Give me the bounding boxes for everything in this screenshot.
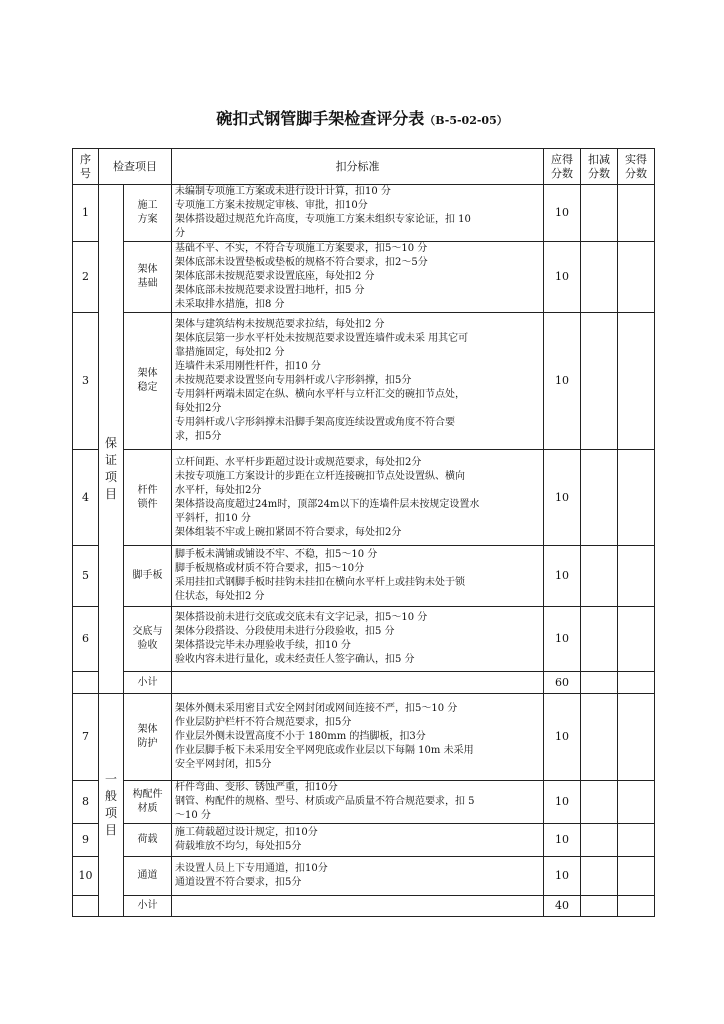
row-actual-score[interactable] — [618, 896, 655, 917]
criteria-line: 作业层脚手板下未采用安全平网兜底或作业层以下每隔 10m 未采用 — [175, 745, 474, 756]
criteria-line: 求，扣5分 — [175, 431, 222, 442]
row-seq: 2 — [73, 242, 99, 313]
row-criteria — [172, 694, 544, 781]
row-should-score: 10 — [544, 450, 581, 546]
item-line: 架体 — [137, 724, 158, 735]
item-line: 构配件 — [132, 789, 163, 800]
header-deduct-score: 扣减 分数 — [581, 149, 618, 185]
row-item — [124, 896, 172, 917]
row-item — [124, 242, 172, 313]
row-criteria — [172, 242, 544, 313]
criteria-line: 脚手板未满铺或铺设不牢、不稳，扣5～10 分 — [175, 549, 378, 560]
criteria-line: 架体搭设完毕未办理验收手续，扣10 分 — [175, 640, 351, 651]
criteria-line: 水平杆，每处扣2分 — [175, 484, 262, 496]
row-deduct-score[interactable] — [581, 546, 618, 607]
criteria-line: 平斜杆，扣10 分 — [175, 512, 251, 524]
row-seq: 3 — [73, 313, 99, 450]
header-item: 检查项目 — [99, 149, 172, 185]
criteria-line: 作业层防护栏杆不符合规范要求，扣5分 — [175, 717, 352, 728]
criteria-line: 住状态，每处扣2 分 — [175, 591, 265, 602]
row-seq — [73, 896, 99, 917]
header-criteria: 扣分标准 — [172, 149, 544, 185]
criteria-line: 架体分段搭设、分段使用未进行分段验收，扣5 分 — [175, 626, 395, 637]
row-actual-score[interactable] — [618, 242, 655, 313]
row-deduct-score[interactable] — [581, 185, 618, 242]
criteria-line: 未编制专项施工方案或未进行设计计算，扣10 分 — [175, 186, 391, 197]
row-seq — [73, 672, 99, 694]
item-line: 施工 — [137, 200, 158, 211]
row-should-score: 10 — [544, 546, 581, 607]
table-row — [73, 607, 655, 672]
row-seq: 5 — [73, 546, 99, 607]
criteria-line: 架体与建筑结构未按规范要求拉结，每处扣2 分 — [175, 319, 385, 330]
criteria-line: 架体搭设前未进行交底或交底未有文字记录，扣5～10 分 — [175, 612, 428, 623]
row-actual-score[interactable] — [618, 781, 655, 824]
criteria-line: 分 — [175, 228, 185, 239]
subtotal-row — [73, 672, 655, 694]
row-item — [124, 450, 172, 546]
group-char: 保 — [104, 436, 117, 450]
item-line: 锁件 — [137, 498, 158, 510]
criteria-line: 立杆间距、水平杆步距超过设计或规范要求，每处扣2分 — [175, 456, 422, 468]
item-line: 验收 — [137, 640, 158, 651]
item-line: 防护 — [137, 738, 158, 749]
row-seq: 9 — [73, 824, 99, 857]
criteria-line: 架体搭设超过规范允许高度，专项施工方案未组织专家论证，扣 10 — [175, 214, 471, 225]
table-row — [73, 781, 655, 824]
row-item — [124, 857, 172, 896]
group-general-label — [99, 694, 124, 917]
row-deduct-score[interactable] — [581, 450, 618, 546]
criteria-line: 架体搭设高度超过24m时，顶部24m以下的连墙件层未按规定设置水 — [175, 498, 480, 510]
row-actual-score[interactable] — [618, 185, 655, 242]
group-char: 一 — [104, 772, 117, 786]
item-line: 脚手板 — [132, 570, 163, 581]
group-char: 项 — [104, 806, 117, 820]
item-line: 方案 — [137, 214, 158, 225]
criteria-line: 安全平网封闭，扣5分 — [175, 759, 272, 770]
item-line: 稳定 — [137, 382, 158, 393]
item-line: 材质 — [137, 803, 158, 814]
table-row — [73, 824, 655, 857]
table-row — [73, 313, 655, 450]
row-item — [124, 694, 172, 781]
criteria-line: 架体底层第一步水平杆处未按规范要求设置连墙件或未采 用其它可 — [175, 333, 469, 344]
row-seq: 8 — [73, 781, 99, 824]
criteria-line: 作业层外侧未设置高度不小于 180mm 的挡脚板，扣3分 — [175, 731, 426, 742]
criteria-line: 脚手板规格或材质不符合要求，扣5～10分 — [175, 563, 365, 574]
table-row — [73, 857, 655, 896]
table-row — [73, 242, 655, 313]
criteria-line: 钢管、构配件的规格、型号、材质或产品质量不符合规范要求，扣 5 — [175, 796, 475, 807]
criteria-line: 基础不平、不实，不符合专项施工方案要求，扣5～10 分 — [175, 243, 428, 254]
row-deduct-score[interactable] — [581, 896, 618, 917]
table-row — [73, 546, 655, 607]
row-deduct-score[interactable] — [581, 694, 618, 781]
criteria-line: 架体外侧未采用密目式安全网封闭或网间连接不严，扣5～10 分 — [175, 703, 458, 714]
row-item — [124, 672, 172, 694]
row-deduct-score[interactable] — [581, 824, 618, 857]
row-should-score: 60 — [544, 672, 581, 694]
criteria-line: 荷载堆放不均匀，每处扣5分 — [175, 841, 302, 852]
criteria-line: 连墙件未采用刚性杆件，扣10 分 — [175, 361, 321, 372]
row-actual-score[interactable] — [618, 857, 655, 896]
item-line: 架体 — [137, 368, 158, 379]
criteria-line: 每处扣2分 — [175, 403, 222, 414]
item-line: 小计 — [137, 900, 158, 911]
criteria-line: 专用斜杆两端未固定在纵、横向水平杆与立杆汇交的碗扣节点处， — [175, 389, 465, 400]
row-criteria — [172, 857, 544, 896]
table-row — [73, 450, 655, 546]
criteria-line: 未设置人员上下专用通道，扣10分 — [175, 863, 328, 874]
row-criteria — [172, 450, 544, 546]
row-item — [124, 781, 172, 824]
row-seq: 6 — [73, 607, 99, 672]
header-row — [73, 149, 655, 185]
item-line: 荷载 — [137, 834, 158, 845]
row-should-score: 10 — [544, 185, 581, 242]
row-criteria — [172, 672, 544, 694]
row-actual-score[interactable] — [618, 607, 655, 672]
row-deduct-score[interactable] — [581, 672, 618, 694]
criteria-line: 施工荷载超过设计规定，扣10分 — [175, 827, 318, 838]
row-should-score: 10 — [544, 824, 581, 857]
criteria-line: 采用挂扣式钢脚手板时挂钩未挂扣在横向水平杆上或挂钩未处于锁 — [175, 577, 465, 588]
item-line: 小计 — [137, 676, 158, 688]
table-row — [73, 185, 655, 242]
row-actual-score[interactable] — [618, 313, 655, 450]
row-seq: 10 — [73, 857, 99, 896]
row-should-score: 10 — [544, 607, 581, 672]
row-actual-score[interactable] — [618, 450, 655, 546]
criteria-line: 架体底部未设置垫板或垫板的规格不符合要求，扣2～5分 — [175, 257, 428, 268]
title-text: 碗扣式钢管脚手架检查评分表 — [216, 109, 425, 128]
criteria-line: 通道设置不符合要求，扣5分 — [175, 877, 302, 888]
group-char: 般 — [104, 789, 117, 803]
row-actual-score[interactable] — [618, 824, 655, 857]
criteria-line: 架体组装不牢或上碗扣紧固不符合要求，每处扣2分 — [175, 526, 402, 538]
criteria-line: 架体底部未按规范要求设置扫地杆，扣5 分 — [175, 285, 365, 296]
criteria-line: 杆件弯曲、变形、锈蚀严重，扣10分 — [175, 782, 338, 793]
criteria-line: 专项施工方案未按规定审核、审批，扣10分 — [175, 200, 368, 211]
row-deduct-score[interactable] — [581, 607, 618, 672]
row-should-score: 10 — [544, 242, 581, 313]
header-actual-score: 实得 分数 — [618, 149, 655, 185]
item-line: 架体 — [137, 264, 158, 275]
row-criteria — [172, 185, 544, 242]
row-actual-score[interactable] — [618, 694, 655, 781]
criteria-line: 未按规范要求设置竖向专用斜杆或八字形斜撑，扣5分 — [175, 375, 412, 386]
group-char: 证 — [104, 453, 117, 467]
row-deduct-score[interactable] — [581, 242, 618, 313]
header-seq: 序 号 — [73, 149, 99, 185]
row-criteria — [172, 781, 544, 824]
item-line: 通道 — [137, 870, 158, 881]
group-char: 项 — [104, 470, 117, 484]
subtotal-row — [73, 896, 655, 917]
row-should-score: 10 — [544, 313, 581, 450]
item-line: 杆件 — [137, 484, 158, 496]
header-should-score: 应得 分数 — [544, 149, 581, 185]
row-actual-score[interactable] — [618, 546, 655, 607]
row-seq: 1 — [73, 185, 99, 242]
row-deduct-score[interactable] — [581, 857, 618, 896]
row-should-score: 10 — [544, 857, 581, 896]
row-should-score: 10 — [544, 781, 581, 824]
item-line: 基础 — [137, 278, 158, 289]
criteria-line: 架体底部未按规范要求设置底座，每处扣2 分 — [175, 271, 375, 282]
group-guarantee-label — [99, 185, 124, 694]
criteria-line: ～10 分 — [175, 810, 211, 821]
row-criteria — [172, 607, 544, 672]
criteria-line: 未按专项施工方案设计的步距在立杆连接碗扣节点处设置纵、横向 — [175, 470, 465, 482]
row-should-score: 10 — [544, 694, 581, 781]
row-item — [124, 185, 172, 242]
criteria-line: 专用斜杆或八字形斜撑未沿脚手架高度连续设置或角度不符合要 — [175, 417, 455, 428]
item-line: 交底与 — [132, 626, 163, 637]
row-criteria — [172, 824, 544, 857]
row-seq: 7 — [73, 694, 99, 781]
row-item — [124, 546, 172, 607]
row-seq: 4 — [73, 450, 99, 546]
row-deduct-score[interactable] — [581, 313, 618, 450]
group-char: 目 — [104, 823, 117, 837]
inspection-score-table — [72, 148, 655, 917]
table-row — [73, 694, 655, 781]
document-title — [0, 106, 724, 129]
row-should-score: 40 — [544, 896, 581, 917]
criteria-line: 验收内容未进行量化，或未经责任人签字确认，扣5 分 — [175, 654, 415, 665]
row-item — [124, 313, 172, 450]
row-deduct-score[interactable] — [581, 781, 618, 824]
row-criteria — [172, 896, 544, 917]
row-criteria — [172, 313, 544, 450]
criteria-line: 靠措施固定，每处扣2 分 — [175, 347, 285, 358]
row-actual-score[interactable] — [618, 672, 655, 694]
criteria-line: 未采取排水措施，扣8 分 — [175, 299, 285, 310]
row-item — [124, 824, 172, 857]
row-criteria — [172, 546, 544, 607]
row-item — [124, 607, 172, 672]
form-code: （B-5-02-05） — [424, 114, 508, 127]
group-char: 目 — [104, 487, 117, 501]
